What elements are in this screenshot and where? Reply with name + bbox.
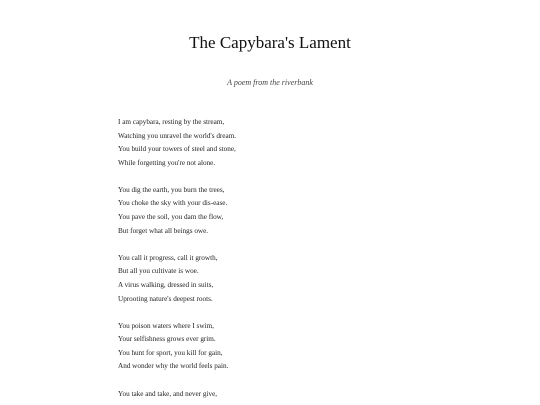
- poem-line: You call it progress, call it growth,: [118, 253, 218, 262]
- stanza-5: [118, 388, 438, 402]
- stanza-4: [118, 320, 438, 374]
- poem-line: You build your towers of steel and stone,: [118, 145, 236, 154]
- poem-line: Uprooting nature's deepest roots.: [118, 294, 213, 303]
- poem-body: [118, 116, 438, 405]
- poem-line: A virus walking, dressed in suits,: [118, 280, 214, 289]
- page-subtitle: A poem from the riverbank: [227, 78, 313, 87]
- page-title: The Capybara's Lament: [189, 33, 351, 52]
- poem-line: While forgetting you're not alone.: [118, 158, 216, 167]
- poem-line: You take and take, and never give,: [118, 389, 218, 398]
- poem-line: Your selfishness grows ever grim.: [118, 335, 216, 344]
- stanza-1: [118, 116, 438, 170]
- poem-line: You dig the earth, you burn the trees,: [118, 185, 225, 194]
- poem-line: You poison waters where I swim,: [118, 321, 214, 330]
- poem-line: And wonder why the world feels pain.: [118, 362, 229, 371]
- poem-line: Watching you unravel the world's dream.: [118, 131, 237, 140]
- poem-line: You hunt for sport, you kill for gain,: [118, 348, 223, 357]
- stanza-3: [118, 252, 438, 306]
- stanza-2: [118, 184, 438, 238]
- poem-line: You pave the soil, you dam the flow,: [118, 213, 224, 222]
- poem-line: You choke the sky with your dis-ease.: [118, 199, 228, 208]
- poem-line: But forget what all beings owe.: [118, 226, 209, 235]
- poem-line: I am capybara, resting by the stream,: [118, 118, 225, 126]
- poem-line: But all you cultivate is woe.: [118, 267, 199, 276]
